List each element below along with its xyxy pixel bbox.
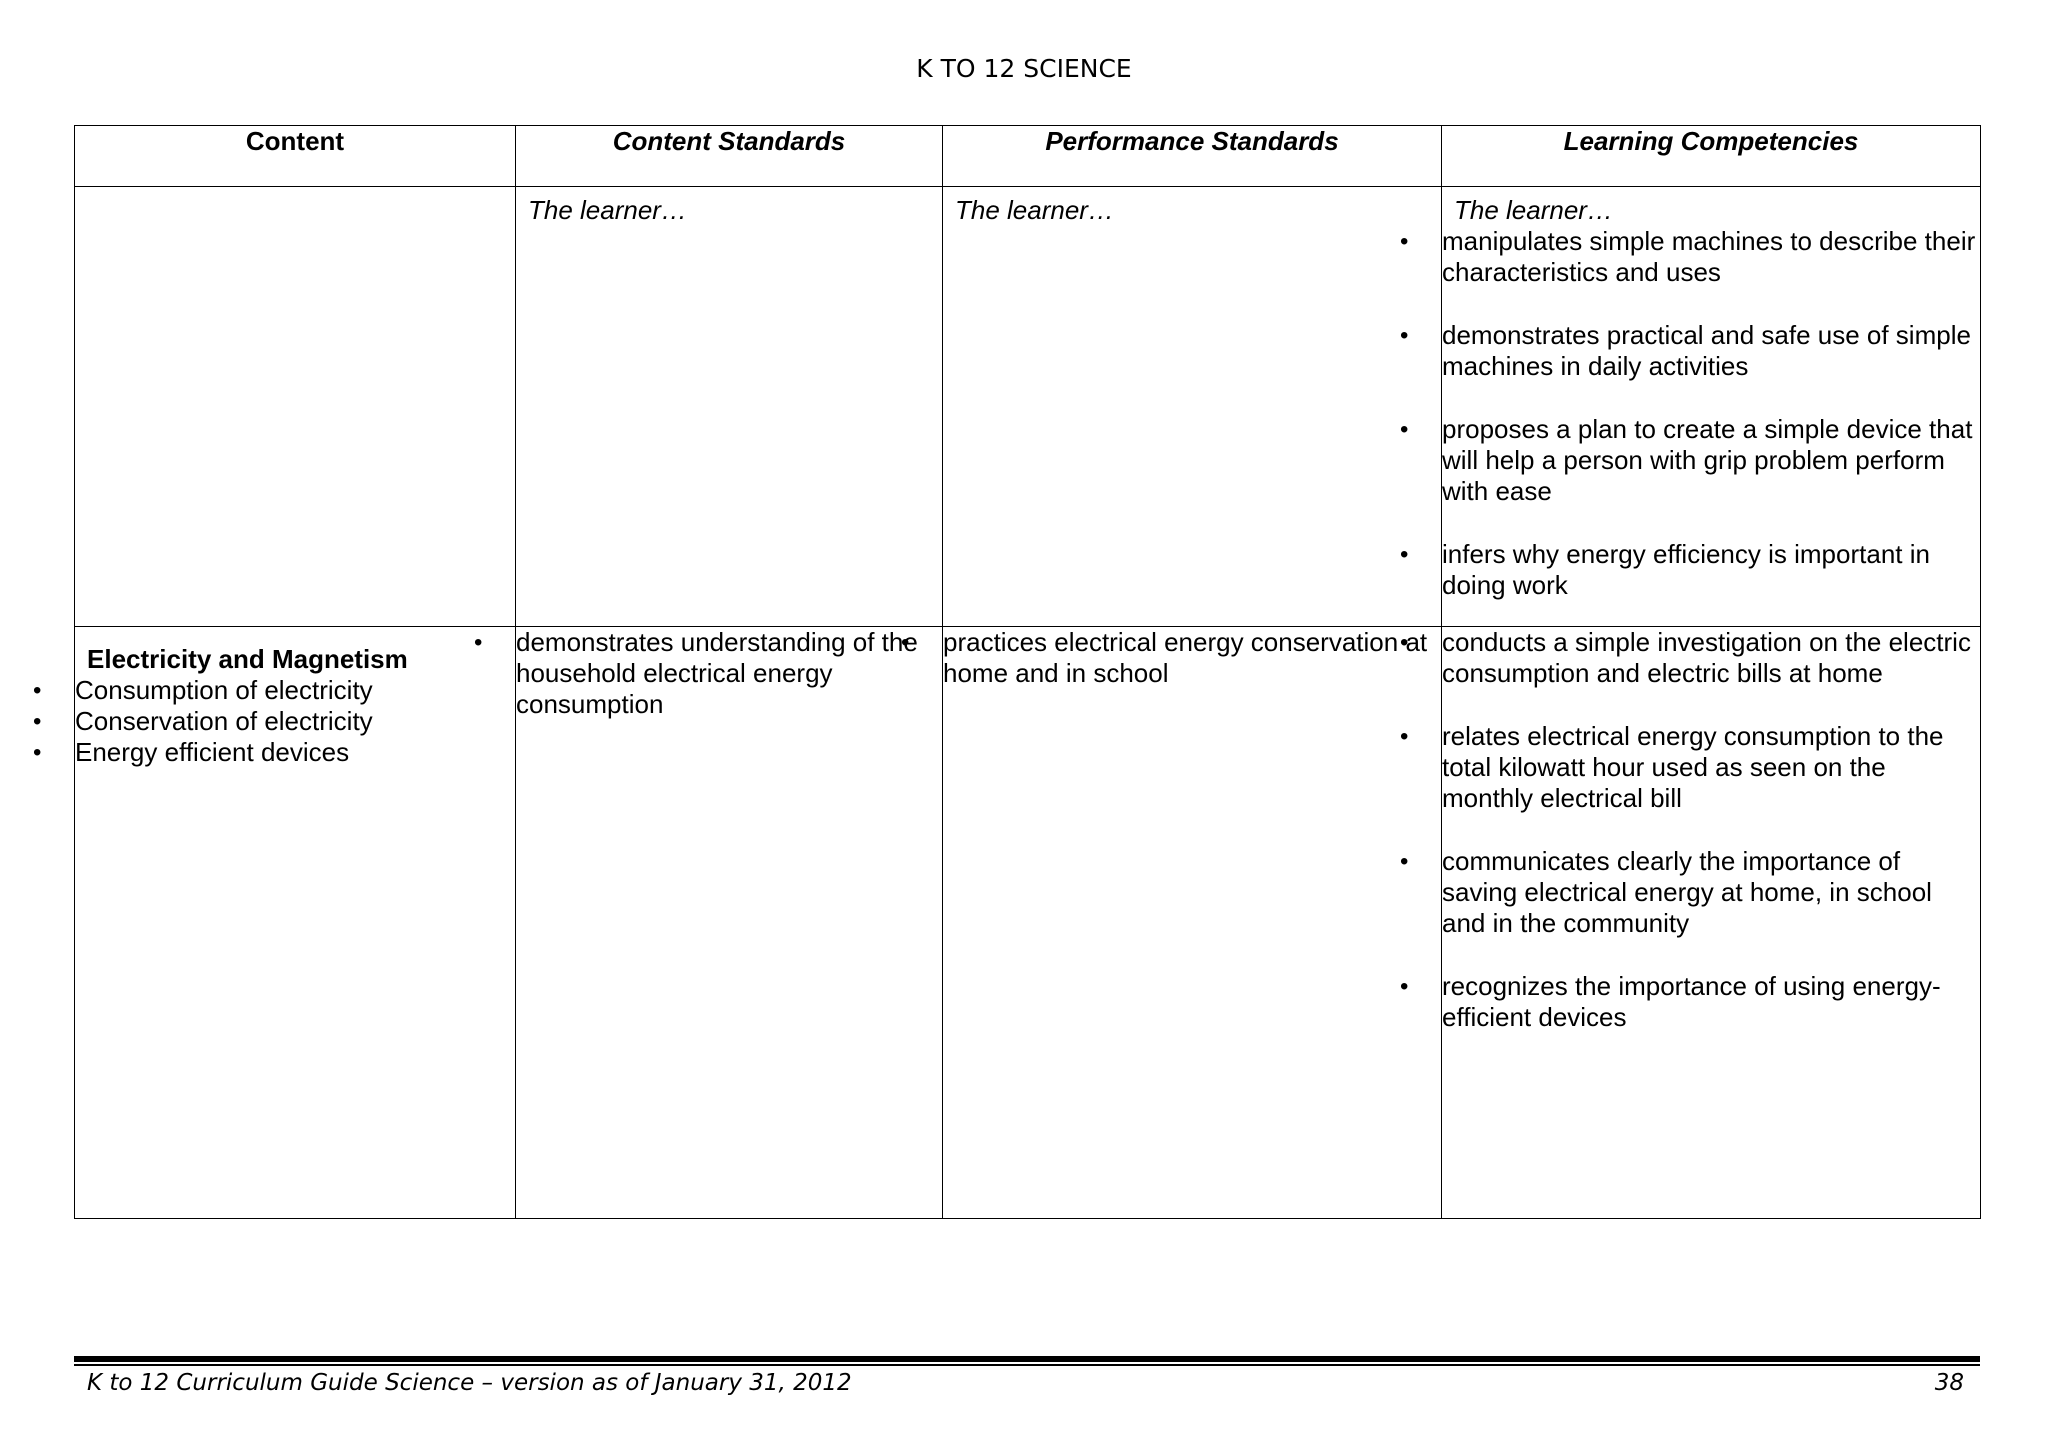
topic-heading: Electricity and Magnetism <box>87 644 408 674</box>
list-item: • Consumption of electricity <box>75 675 515 706</box>
competency-list <box>1442 226 1980 601</box>
list-item: • proposes a plan to create a simple device that will help a person with grip problem perform with ease <box>1442 414 1980 507</box>
column-header-performance-standards: Performance Standards <box>943 126 1442 187</box>
list-item: • demonstrates practical and safe use of simple machines in daily activities <box>1442 320 1980 382</box>
learner-intro: The learner… <box>955 195 1114 225</box>
column-header-content: Content <box>75 126 516 187</box>
table-header-row <box>75 126 1981 187</box>
performance-list <box>943 627 1441 689</box>
footer-divider <box>74 1356 1980 1362</box>
table-row <box>75 627 1981 1219</box>
list-item: • relates electrical energy consumption to the total kilowatt hour used as seen on the monthly electrical bill <box>1442 721 1980 814</box>
cell-performance-standards <box>943 187 1442 627</box>
cell-content <box>75 187 516 627</box>
page-header-title: K TO 12 SCIENCE <box>916 54 1132 83</box>
cell-content-standards <box>516 187 943 627</box>
footer-document-version: K to 12 Curriculum Guide Science – version as of January 31, 2012 <box>87 1370 852 1396</box>
cell-performance-standards <box>943 627 1442 1219</box>
cell-content <box>75 627 516 1219</box>
learner-intro: The learner… <box>1454 195 1613 225</box>
curriculum-table <box>74 125 1981 1219</box>
list-item: • Conservation of electricity <box>75 706 515 737</box>
list-item: • recognizes the importance of using energy-efficient devices <box>1442 971 1980 1033</box>
standards-list <box>516 627 942 720</box>
list-item: • conducts a simple investigation on the electric consumption and electric bills at home <box>1442 627 1980 689</box>
table-row <box>75 187 1981 627</box>
list-item: • demonstrates understanding of the household electrical energy consumption <box>516 627 942 720</box>
footer-divider-thin <box>74 1364 1980 1366</box>
cell-learning-competencies <box>1442 187 1981 627</box>
list-item: • communicates clearly the importance of saving electrical energy at home, in school and in the community <box>1442 846 1980 939</box>
list-item: • practices electrical energy conservation at home and in school <box>943 627 1441 689</box>
column-header-learning-competencies: Learning Competencies <box>1442 126 1981 187</box>
column-header-content-standards: Content Standards <box>516 126 943 187</box>
content-list <box>75 675 515 768</box>
learner-intro: The learner… <box>528 195 687 225</box>
cell-learning-competencies <box>1442 627 1981 1219</box>
competency-list <box>1442 627 1980 1033</box>
list-item: • infers why energy efficiency is important in doing work <box>1442 539 1980 601</box>
list-item: • manipulates simple machines to describe their characteristics and uses <box>1442 226 1980 288</box>
list-item: • Energy efficient devices <box>75 737 515 768</box>
footer-page-number: 38 <box>1934 1370 1964 1396</box>
cell-content-standards <box>516 627 943 1219</box>
